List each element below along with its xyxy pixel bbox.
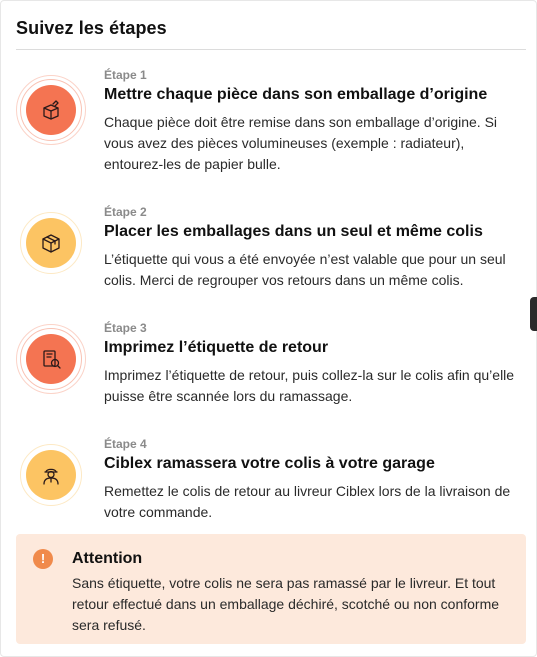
page-title: Suivez les étapes <box>16 18 167 38</box>
step-3-number: Étape 3 <box>104 321 147 335</box>
alert-title: Attention <box>72 550 143 567</box>
alert-text: Sans étiquette, votre colis ne sera pas ramassé par le livreur. Et tout retour effectué dans un emballage déchiré, scotché ou non conforme sera refusé. <box>72 575 500 633</box>
step-1-number: Étape 1 <box>104 68 147 82</box>
scrollbar-handle[interactable] <box>530 297 537 331</box>
step-2-number: Étape 2 <box>104 205 147 219</box>
header-divider <box>16 49 526 50</box>
warning-icon: ! <box>33 549 53 569</box>
label-print-icon <box>39 347 63 371</box>
step-1-description: Chaque pièce doit être remise dans son emballage d’origine. Si vous avez des pièces volumineuses (exemple : radiateur), entourez-les de papier bulle. <box>104 114 498 172</box>
step-4-description: Remettez le colis de retour au livreur Ciblex lors de la livraison de votre commande. <box>104 483 511 520</box>
step-3-title: Imprimez l’étiquette de retour <box>104 339 329 356</box>
step-4-icon-badge <box>16 440 86 510</box>
box-icon <box>39 231 63 255</box>
step-1-icon-badge <box>16 75 86 145</box>
attention-alert <box>16 534 526 644</box>
step-2-description: L’étiquette qui vous a été envoyée n’est valable que pour un seul colis. Merci de regrouper vos retours dans un même colis. <box>104 251 506 288</box>
step-4-title: Ciblex ramassera votre colis à votre garage <box>104 455 435 472</box>
step-2-title: Placer les emballages dans un seul et même colis <box>104 223 483 240</box>
step-1-title: Mettre chaque pièce dans son emballage d’origine <box>104 86 488 103</box>
step-3-icon-badge <box>16 324 86 394</box>
step-3-description: Imprimez l’étiquette de retour, puis collez-la sur le colis afin qu’elle puisse être scannée lors du ramassage. <box>104 367 515 404</box>
step-4-number: Étape 4 <box>104 437 147 451</box>
package-wrap-icon <box>39 98 63 122</box>
delivery-person-icon <box>39 463 63 487</box>
step-2-icon-badge <box>16 208 86 278</box>
